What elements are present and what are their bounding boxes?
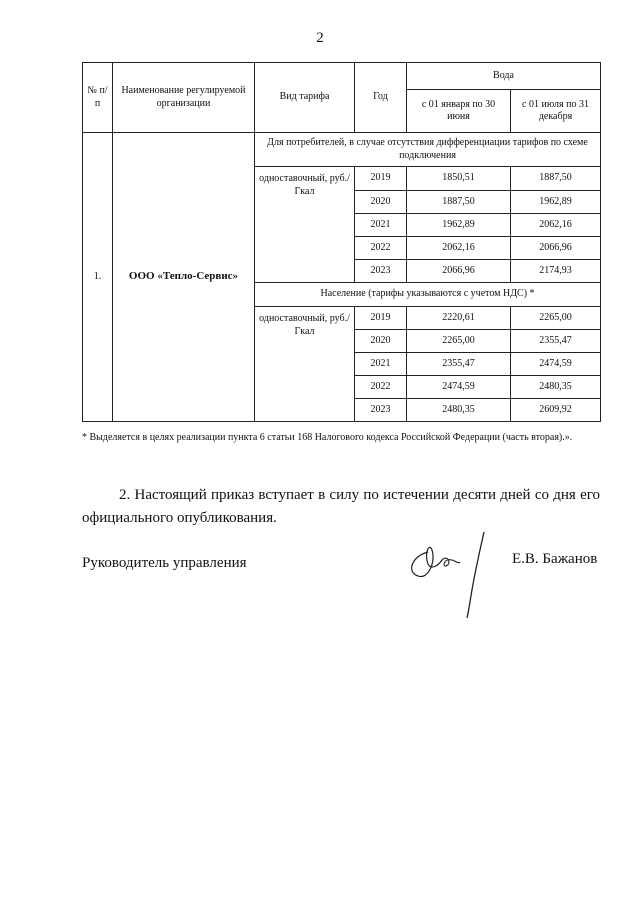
- value-cell: 1850,51: [407, 167, 511, 191]
- value-cell: 1887,50: [511, 167, 601, 191]
- year-cell: 2022: [355, 376, 407, 399]
- value-cell: 2062,16: [511, 214, 601, 237]
- value-cell: 2066,96: [407, 260, 511, 283]
- year-cell: 2019: [355, 167, 407, 191]
- year-cell: 2020: [355, 191, 407, 214]
- tariff-type-cell: одноставочный, руб./Гкал: [255, 167, 355, 283]
- value-cell: 1962,89: [407, 214, 511, 237]
- value-cell: 2480,35: [407, 399, 511, 422]
- value-cell: 2265,00: [511, 307, 601, 330]
- section-title: Для потребителей, в случае отсутствия дифференциации тарифов по схеме подключения: [255, 133, 601, 167]
- header-year: Год: [355, 63, 407, 133]
- value-cell: 2474,59: [407, 376, 511, 399]
- header-num: № п/п: [83, 63, 113, 133]
- signature-image: [398, 520, 508, 620]
- organization-name: ООО «Тепло-Сервис»: [113, 133, 255, 422]
- header-tariff-type: Вид тарифа: [255, 63, 355, 133]
- row-number: 1.: [83, 133, 113, 422]
- header-group-water: Вода: [407, 63, 601, 90]
- value-cell: 2355,47: [511, 330, 601, 353]
- page-number: 2: [316, 30, 324, 46]
- year-cell: 2023: [355, 260, 407, 283]
- value-cell: 2609,92: [511, 399, 601, 422]
- value-cell: 1887,50: [407, 191, 511, 214]
- year-cell: 2022: [355, 237, 407, 260]
- value-cell: 2062,16: [407, 237, 511, 260]
- year-cell: 2019: [355, 307, 407, 330]
- section-title: Население (тарифы указываются с учетом НДС) *: [255, 283, 601, 307]
- year-cell: 2021: [355, 214, 407, 237]
- year-cell: 2020: [355, 330, 407, 353]
- tariff-type-cell: одноставочный, руб./Гкал: [255, 307, 355, 422]
- value-cell: 2174,93: [511, 260, 601, 283]
- value-cell: 1962,89: [511, 191, 601, 214]
- header-period-1: с 01 января по 30 июня: [407, 90, 511, 133]
- year-cell: 2021: [355, 353, 407, 376]
- value-cell: 2480,35: [511, 376, 601, 399]
- value-cell: 2355,47: [407, 353, 511, 376]
- effective-date-paragraph: 2. Настоящий приказ вступает в силу по истечении десяти дней со дня его официального опубликования.: [82, 487, 600, 526]
- header-org: Наименование регулируемой организации: [113, 63, 255, 133]
- value-cell: 2265,00: [407, 330, 511, 353]
- signer-name: Е.В. Бажанов: [512, 551, 598, 567]
- signer-title: Руководитель управления: [82, 555, 247, 571]
- footnote: * Выделяется в целях реализации пункта 6 статьи 168 Налогового кодекса Российской Федерации (часть вторая).».: [82, 432, 573, 443]
- year-cell: 2023: [355, 399, 407, 422]
- value-cell: 2474,59: [511, 353, 601, 376]
- value-cell: 2066,96: [511, 237, 601, 260]
- tariff-table: [82, 62, 601, 422]
- value-cell: 2220,61: [407, 307, 511, 330]
- header-period-2: с 01 июля по 31 декабря: [511, 90, 601, 133]
